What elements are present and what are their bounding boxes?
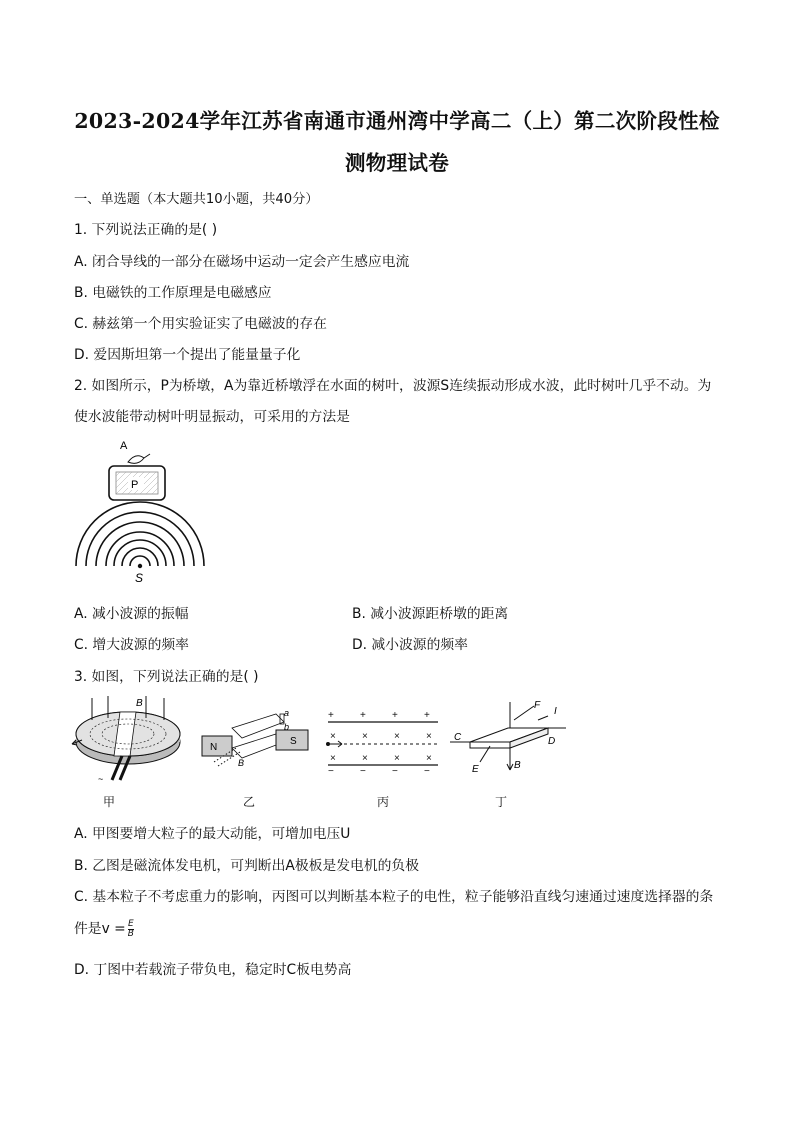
fig-yi-label-s: S [290,736,297,747]
svg-text:−: − [328,766,334,777]
svg-text:×: × [426,731,432,742]
q3-option-d: D. 丁图中若载流子带负电，稳定时C板电势高 [74,962,352,978]
fig-jia-tilde: ~ [98,774,104,784]
q1-stem: 1. 下列说法正确的是( ) [74,222,218,238]
svg-text:−: − [392,766,398,777]
svg-text:×: × [394,731,400,742]
fraction-numerator: E [127,918,134,929]
q2-option-c: C. 增大波源的频率 [74,637,189,653]
q1-option-a: A. 闭合导线的一部分在磁场中运动一定会产生感应电流 [74,254,410,270]
wave-source-dot [138,564,142,568]
fraction-denominator: B [127,928,134,939]
svg-text:×: × [362,753,368,764]
fig-ding-label-c: C [454,732,462,743]
q2-label-a: A [120,440,128,452]
q1-option-c: C. 赫兹第一个用实验证实了电磁波的存在 [74,316,327,332]
q2-wave-figure [68,436,208,586]
caption-ding: 丁 [495,795,508,809]
fig-bing-selector [322,708,442,778]
q2-option-a: A. 减小波源的振幅 [74,606,189,622]
fig-jia-cyclotron [68,694,193,786]
fig-yi-label-n: N [210,742,218,753]
svg-text:+: + [360,710,366,721]
fig-yi-label-b-plate: B [238,758,245,768]
leaf-icon [128,456,144,464]
svg-text:×: × [426,753,432,764]
svg-text:×: × [330,753,336,764]
fig-ding-label-f: F [534,700,541,711]
wave-arcs [76,502,204,566]
caption-jia: 甲 [103,795,116,809]
fig-ding-label-b: B [514,760,521,771]
q1-option-d: D. 爱因斯坦第一个提出了能量量子化 [74,347,301,363]
fig-ding-label-e: E [472,764,479,775]
svg-text:+: + [328,710,334,721]
q2-label-s: S [135,571,144,585]
caption-bing: 丙 [377,795,390,809]
q3-option-c-line1: C. 基本粒子不考虑重力的影响，丙图可以判断基本粒子的电性，粒子能够沿直线匀速通过速度选择器的条 [74,889,714,905]
q3-option-b: B. 乙图是磁流体发电机，可判断出A极板是发电机的负极 [74,858,420,874]
caption-yi: 乙 [243,795,256,809]
q3-option-c-prefix: 件是v = [74,921,126,937]
svg-text:+: + [392,710,398,721]
page-title-line2: 测物理试卷 [345,151,449,175]
svg-text:×: × [394,753,400,764]
q3-option-c-line2 [74,917,134,939]
fig-ding-label-d: D [548,736,556,747]
q3-option-a: A. 甲图要增大粒子的最大动能，可增加电压U [74,826,351,842]
svg-text:+: + [424,710,430,721]
fig-ding-label-i: I [554,706,557,717]
fig-yi-label-b-small: b [284,722,290,732]
q2-stem-line1: 2. 如图所示，P为桥墩，A为靠近桥墩浮在水面的树叶，波源S连续振动形成水波，此时树叶几乎不动。为 [74,378,712,394]
section-heading: 一、单选题（本大题共10小题，共40分） [74,192,319,207]
q1-option-b: B. 电磁铁的工作原理是电磁感应 [74,285,272,301]
svg-text:×: × [330,731,336,742]
svg-text:−: − [360,766,366,777]
fig-yi-mhd [196,708,314,778]
q2-stem-line2: 使水波能带动树叶明显振动，可采用的方法是 [74,409,350,425]
fig-ding-hall [450,698,568,778]
q2-option-d: D. 减小波源的频率 [352,637,468,653]
q3-stem: 3. 如图，下列说法正确的是( ) [74,669,259,685]
svg-text:×: × [362,731,368,742]
q2-option-b: B. 减小波源距桥墩的距离 [352,606,509,622]
fig-jia-label-b: B [136,698,143,709]
q2-label-p: P [131,479,139,491]
q3-option-c-fraction [128,920,134,939]
page-title-line1: 2023-2024学年江苏省南通市通州湾中学高二（上）第二次阶段性检 [74,109,720,133]
svg-text:−: − [424,766,430,777]
fig-yi-label-a: a [284,708,290,718]
